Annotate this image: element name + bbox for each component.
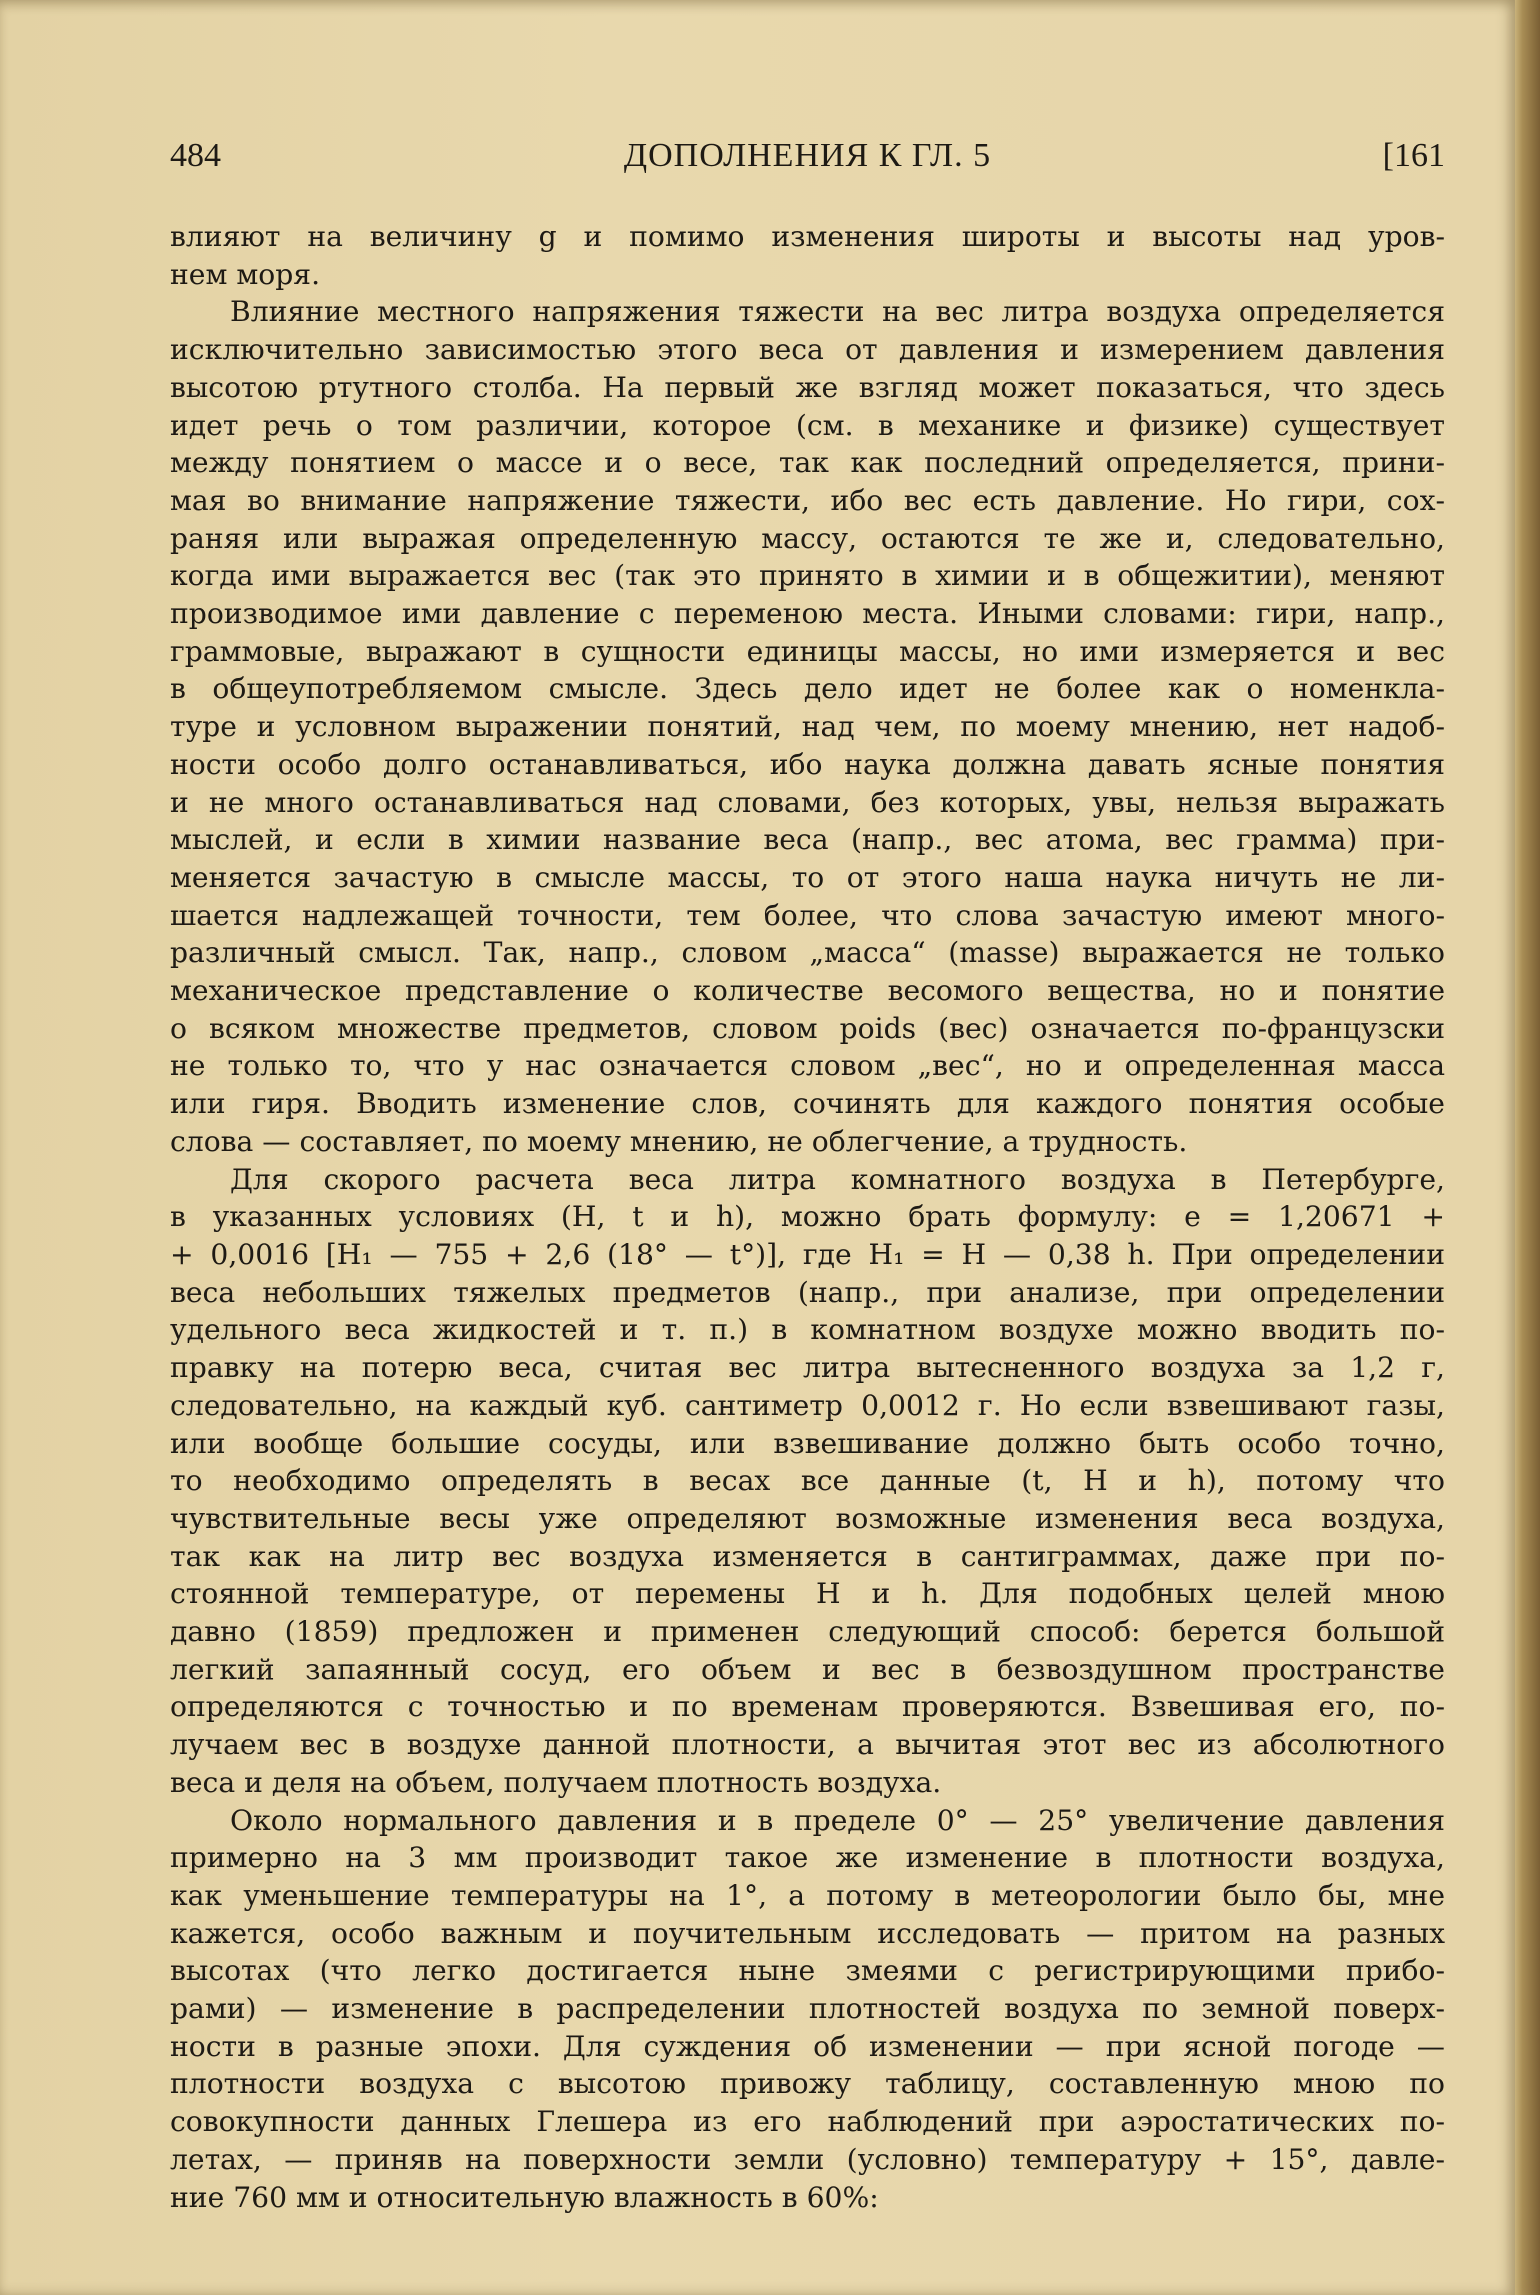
text-line: исключительно зависимостью этого веса от давления и измерением давления bbox=[170, 333, 1445, 367]
text-line: лучаем вес в воздухе данной плотности, а вычитая этот вес из абсолютного bbox=[170, 1728, 1445, 1762]
text-line: ности в разные эпохи. Для суждения об изменении — при ясной погоде — bbox=[170, 2029, 1445, 2063]
text-line: между понятием о массе и о весе, так как последний определяется, прини- bbox=[170, 446, 1445, 480]
running-title: ДОПОЛНЕНИЯ К ГЛ. 5 bbox=[623, 137, 992, 174]
text-line: то необходимо определять в весах все данные (t, H и h), потому что bbox=[170, 1464, 1445, 1498]
text-line: влияют на величину g и помимо изменения широты и высоты над уров- bbox=[170, 220, 1445, 253]
text-line: летах, — приняв на поверхности земли (условно) температуру + 15°, давле- bbox=[170, 2142, 1445, 2176]
text-line: так как на литр вес воздуха изменяется в сантиграммах, даже при по- bbox=[170, 1539, 1445, 1573]
text-line: определяются с точностью и по временам проверяются. Взвешивая его, по- bbox=[170, 1690, 1445, 1724]
page-header bbox=[170, 137, 1445, 189]
text-line: слова — составляет, по моему мнению, не облегчение, а трудность. bbox=[170, 1124, 1188, 1158]
text-line: кажется, особо важным и поучительным исследовать — притом на разных bbox=[170, 1916, 1445, 1950]
text-line: раняя или выражая определенную массу, остаются те же и, следовательно, bbox=[170, 521, 1445, 555]
text-line: граммовые, выражают в сущности единицы массы, но ими измеряется и вес bbox=[170, 634, 1445, 668]
text-line: туре и условном выражении понятий, над чем, по моему мнению, нет надоб- bbox=[170, 710, 1445, 744]
text-line: не только то, что у нас означается словом „вес“, но и определенная масса bbox=[170, 1049, 1445, 1083]
text-line: + 0,0016 [H₁ — 755 + 2,6 (18° — t°)], где H₁ = H — 0,38 h. При определении bbox=[170, 1237, 1445, 1271]
text-line: стоянной температуре, от перемены H и h. Для подобных целей мною bbox=[170, 1577, 1445, 1611]
text-line: как уменьшение температуры на 1°, а потому в метеорологии было бы, мне bbox=[170, 1878, 1445, 1912]
text-line: правку на потерю веса, считая вес литра вытесненного воздуха за 1,2 г, bbox=[170, 1351, 1445, 1385]
text-line: давно (1859) предложен и применен следующий способ: берется большой bbox=[170, 1615, 1445, 1649]
text-line: шается надлежащей точности, тем более, что слова зачастую имеют много- bbox=[170, 898, 1445, 932]
text-line: мыслей, и если в химии название веса (напр., вес атома, вес грамма) при- bbox=[170, 823, 1445, 857]
text-line: веса и деля на объем, получаем плотность воздуха. bbox=[170, 1765, 942, 1799]
section-number: [161 bbox=[1382, 137, 1445, 174]
text-line: чувствительные весы уже определяют возможные изменения веса воздуха, bbox=[170, 1501, 1445, 1535]
text-line: в указанных условиях (H, t и h), можно брать формулу: e = 1,20671 + bbox=[170, 1200, 1445, 1234]
text-line: идет речь о том различии, которое (см. в механике и физике) существует bbox=[170, 408, 1445, 442]
text-line: меняется зачастую в смысле массы, то от этого наша наука ничуть не ли- bbox=[170, 860, 1445, 894]
text-line: высотах (что легко достигается ныне змеями с регистрирующими прибо- bbox=[170, 1954, 1445, 1988]
text-line: легкий запаянный сосуд, его объем и вес в безвоздушном пространстве bbox=[170, 1652, 1445, 1686]
text-line: о всяком множестве предметов, словом poids (вес) означается по-французски bbox=[170, 1011, 1445, 1045]
book-spine-edge bbox=[1515, 0, 1540, 2295]
text-line: ние 760 мм и относительную влажность в 60%: bbox=[170, 2180, 879, 2214]
text-line: примерно на 3 мм производит такое же изменение в плотности воздуха, bbox=[170, 1841, 1445, 1875]
text-line: Для скорого расчета веса литра комнатного воздуха в Петербурге, bbox=[230, 1162, 1445, 1196]
text-line: рами) — изменение в распределении плотностей воздуха по земной поверх- bbox=[170, 1992, 1445, 2026]
text-line: плотности воздуха с высотою привожу таблицу, составленную мною по bbox=[170, 2067, 1445, 2101]
page-number: 484 bbox=[170, 137, 221, 174]
text-line: производимое ими давление с переменою места. Иными словами: гири, напр., bbox=[170, 597, 1445, 631]
text-line: следовательно, на каждый куб. сантиметр 0,0012 г. Но если взвешивают газы, bbox=[170, 1388, 1445, 1422]
text-line: удельного веса жидкостей и т. п.) в комнатном воздухе можно вводить по- bbox=[170, 1313, 1445, 1347]
text-line: и не много останавливаться над словами, без которых, увы, нельзя выражать bbox=[170, 785, 1445, 819]
page-body bbox=[170, 218, 1445, 2216]
text-line: механическое представление о количестве весомого вещества, но и понятие bbox=[170, 974, 1445, 1008]
text-line: веса небольших тяжелых предметов (напр., при анализе, при определении bbox=[170, 1275, 1445, 1309]
text-line: Около нормального давления и в пределе 0° — 25° увеличение давления bbox=[230, 1803, 1445, 1837]
text-line: в общеупотребляемом смысле. Здесь дело идет не более как о номенкла- bbox=[170, 672, 1445, 706]
text-line: совокупности данных Глешера из его наблюдений при аэростатических по- bbox=[170, 2105, 1445, 2139]
text-line: различный смысл. Так, напр., словом „масса“ (masse) выражается не только bbox=[170, 936, 1445, 970]
text-line: когда ими выражается вес (так это принято в химии и в общежитии), меняют bbox=[170, 559, 1445, 593]
text-line: или вообще большие сосуды, или взвешивание должно быть особо точно, bbox=[170, 1426, 1445, 1460]
text-line: Влияние местного напряжения тяжести на вес литра воздуха определяется bbox=[230, 295, 1445, 329]
text-line: высотою ртутного столба. На первый же взгляд может показаться, что здесь bbox=[170, 370, 1445, 404]
text-line: ности особо долго останавливаться, ибо наука должна давать ясные понятия bbox=[170, 747, 1445, 781]
text-line: мая во внимание напряжение тяжести, ибо вес есть давление. Но гири, сох- bbox=[170, 483, 1445, 517]
text-line: или гиря. Вводить изменение слов, сочинять для каждого понятия особые bbox=[170, 1087, 1445, 1121]
text-line: нем моря. bbox=[170, 257, 321, 291]
